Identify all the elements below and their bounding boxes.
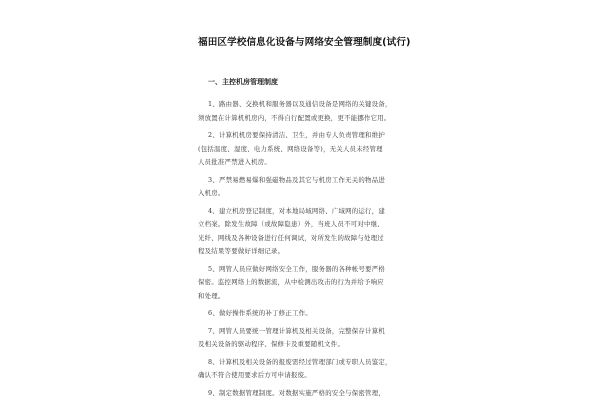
paragraph-line: 2、计算机机房要保持清洁、卫生，并由专人负责管理和维护 [208,131,385,139]
paragraph [198,129,410,170]
paragraph [198,325,410,352]
paragraph [198,98,410,125]
paragraph-line: 及相关设备的驱动程序、保修卡及重要随机文件。 [198,340,345,348]
document-title: 福田区学校信息化设备与网络安全管理制度(试行) [198,37,411,48]
paragraph-line: 确认不符合使用要求后方可申请报废。 [198,371,311,379]
paragraph [198,263,410,304]
paragraph [198,205,410,259]
paragraph-line: 入机房。 [198,189,225,197]
paragraph-line: 须放置在计算机机房内，不得自行配置或更换，更不能挪作它用。 [198,113,391,122]
paragraph-line: 程及结果等要做好详细记录。 [198,247,285,255]
paragraph-list [198,98,410,400]
paragraph-line: 保密。监控网络上的数据流，从中检测出攻击的行为并给予响应 [198,278,384,286]
paragraph-line: 8、计算机及相关设备的报废需经过管理部门或专职人员鉴定， [208,357,392,366]
paragraph-line: 3、严禁易燃易爆和强磁物品及其它与机房工作无关的物品进 [208,175,385,184]
paragraph-line: 光纤、网线及各种设备进行任何调试，对所发生的故障与处理过 [198,233,384,242]
paragraph-line: 6、做好操作系统的补丁修正工作。 [208,309,312,317]
paragraph-line: 人员批准严禁进入机房。 [198,158,272,166]
paragraph-line: 5、网管人员应做好网络安全工作，服务器的各种帐号要严格 [208,264,385,273]
paragraph-line: 1、路由器、交换机和服务器以及通信设备是网络的关键设备， [208,100,392,108]
paragraph [198,307,410,321]
paragraph [198,356,410,383]
paragraph-line: 立档案。除发生故障（或故障隐患）外，当班人员不可对中继、 [198,220,384,228]
paragraph-line: (包括温度、湿度、电力系统、网络设备等)，无关人员未经管理 [198,144,383,153]
paragraph [198,387,410,400]
paragraph-line: 7、网管人员要统一管理计算机及相关设备，完整保存计算机 [208,326,385,335]
section-heading: 一、主控机房管理制度 [208,78,278,86]
paragraph-line: 和处理。 [198,291,225,300]
paragraph-line: 9、制定数据管理制度。对数据实施严格的安全与保密管理， [208,388,385,397]
paragraph [198,174,410,201]
paragraph-line: 4、建立机房登记制度，对本地局域网络、广域网的运行，建 [208,206,385,215]
